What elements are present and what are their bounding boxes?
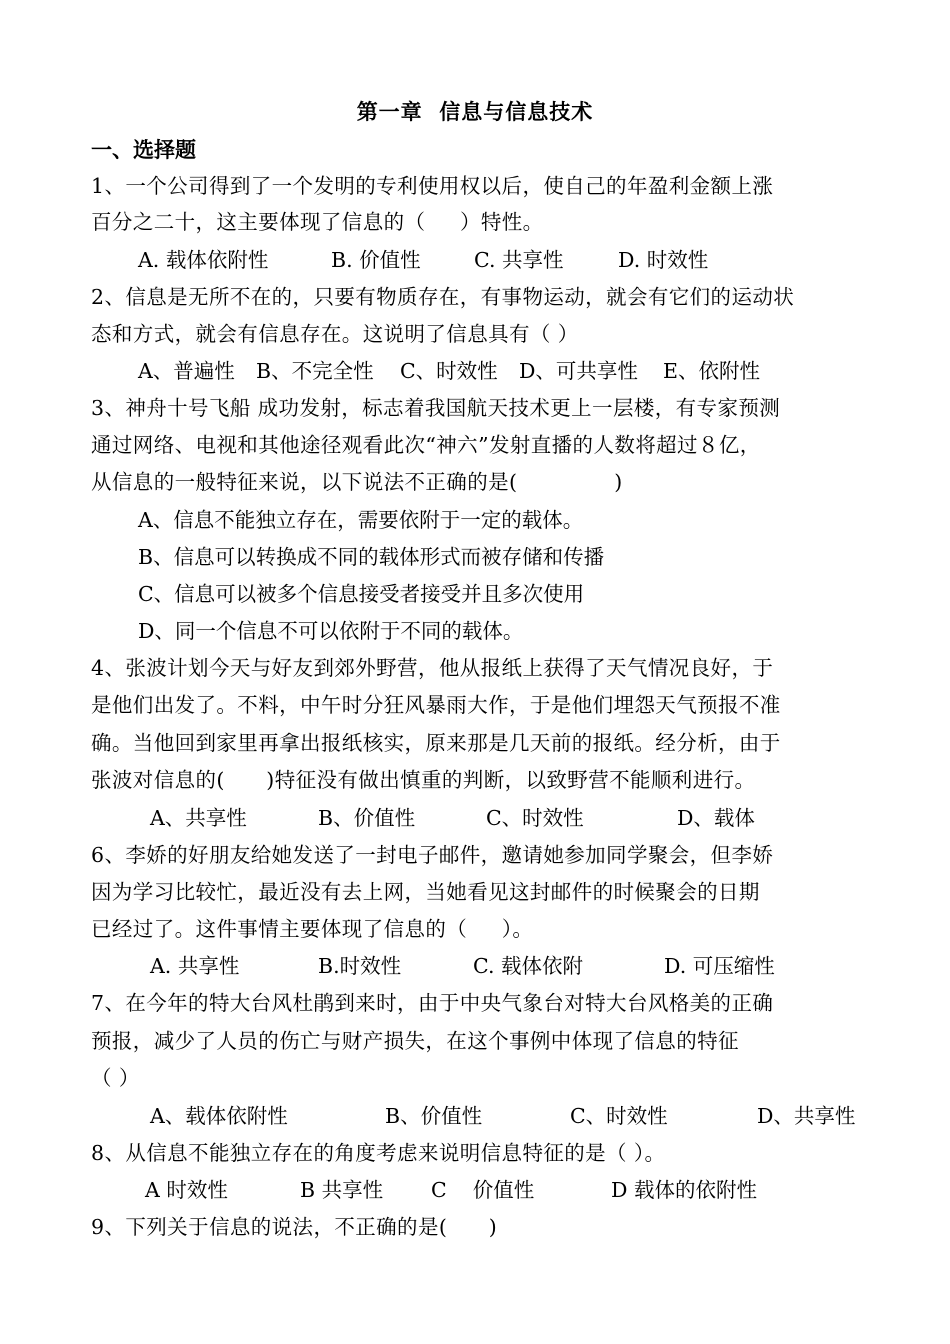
q2-option-e: E、依附性 bbox=[663, 359, 760, 383]
q1-line-1: 1、一个公司得到了一个发明的专利使用权以后，使自己的年盈利金额上涨 bbox=[91, 174, 774, 198]
q2-option-d: D、可共享性 bbox=[519, 359, 638, 383]
q8-option-b: B 共享性 bbox=[300, 1178, 384, 1202]
q6-option-b: B.时效性 bbox=[318, 954, 402, 978]
q3-option-a: A、信息不能独立存在，需要依附于一定的载体。 bbox=[138, 508, 584, 532]
q4-option-c: C、时效性 bbox=[486, 806, 584, 830]
q4-line-3: 确。当他回到家里再拿出报纸核实，原来那是几天前的报纸。经分析，由于 bbox=[91, 731, 781, 755]
q2-option-a: A、普遍性 bbox=[138, 359, 235, 383]
q6-line-3: 已经过了。这件事情主要体现了信息的（ ）。 bbox=[91, 917, 534, 941]
q1-option-b: B. 价值性 bbox=[331, 248, 421, 272]
chapter-title: 第一章 信息与信息技术 bbox=[356, 100, 594, 124]
section-heading: 一、选择题 bbox=[91, 138, 196, 162]
q8-line-1: 8、从信息不能独立存在的角度考虑来说明信息特征的是（ ）。 bbox=[91, 1141, 666, 1165]
q3-option-b: B、信息可以转换成不同的载体形式而被存储和传播 bbox=[138, 545, 605, 569]
q8-option-c: C 价值性 bbox=[431, 1178, 535, 1202]
q2-line-2: 态和方式，就会有信息存在。这说明了信息具有（ ） bbox=[91, 322, 579, 346]
q6-line-1: 6、李娇的好朋友给她发送了一封电子邮件，邀请她参加同学聚会，但李娇 bbox=[91, 843, 774, 867]
q1-option-a: A. 载体依附性 bbox=[138, 248, 269, 272]
q4-option-a: A、共享性 bbox=[150, 806, 247, 830]
q1-line-2: 百分之二十，这主要体现了信息的（ ）特性。 bbox=[91, 210, 544, 234]
q4-option-d: D、载体 bbox=[677, 806, 755, 830]
q9-line-1: 9、下列关于信息的说法，不正确的是( ) bbox=[91, 1215, 498, 1239]
q7-line-1: 7、在今年的特大台风杜鹃到来时，由于中央气象台对特大台风格美的正确 bbox=[91, 991, 774, 1015]
q7-option-b: B、价值性 bbox=[385, 1104, 483, 1128]
q2-line-1: 2、信息是无所不在的，只要有物质存在，有事物运动，就会有它们的运动状 bbox=[91, 285, 795, 309]
q7-line-3: （ ） bbox=[91, 1066, 140, 1090]
q2-option-b: B、不完全性 bbox=[256, 359, 374, 383]
q7-option-d: D、共享性 bbox=[757, 1104, 856, 1128]
q6-option-c: C. 载体依附 bbox=[473, 954, 583, 978]
q3-option-d: D、同一个信息不可以依附于不同的载体。 bbox=[138, 619, 524, 643]
q4-line-2: 是他们出发了。不料，中午时分狂风暴雨大作，于是他们埋怨天气预报不准 bbox=[91, 693, 781, 717]
q4-line-4: 张波对信息的( )特征没有做出慎重的判断，以致野营不能顺利进行。 bbox=[91, 768, 756, 792]
q3-line-1: 3、神舟十号飞船 成功发射，标志着我国航天技术更上一层楼，有专家预测 bbox=[91, 396, 781, 420]
q6-option-d: D. 可压缩性 bbox=[664, 954, 775, 978]
q4-option-b: B、价值性 bbox=[318, 806, 416, 830]
q7-option-c: C、时效性 bbox=[570, 1104, 668, 1128]
q3-line-2: 通过网络、电视和其他途径观看此次“神六”发射直播的人数将超过８亿， bbox=[91, 433, 761, 457]
q1-option-c: C. 共享性 bbox=[474, 248, 564, 272]
q7-line-2: 预报，减少了人员的伤亡与财产损失，在这个事例中体现了信息的特征 bbox=[91, 1029, 739, 1053]
q7-option-a: A、载体依附性 bbox=[150, 1104, 288, 1128]
q3-line-3: 从信息的一般特征来说，以下说法不正确的是( ) bbox=[91, 470, 623, 494]
q8-option-d: D 载体的依附性 bbox=[611, 1178, 757, 1202]
q1-option-d: D. 时效性 bbox=[618, 248, 709, 272]
q2-option-c: C、时效性 bbox=[400, 359, 498, 383]
q6-option-a: A. 共享性 bbox=[150, 954, 240, 978]
q3-option-c: C、信息可以被多个信息接受者接受并且多次使用 bbox=[138, 582, 585, 606]
q4-line-1: 4、张波计划今天与好友到郊外野营，他从报纸上获得了天气情况良好，于 bbox=[91, 656, 774, 680]
q8-option-a: A 时效性 bbox=[145, 1178, 228, 1202]
q6-line-2: 因为学习比较忙，最近没有去上网，当她看见这封邮件的时候聚会的日期 bbox=[91, 880, 760, 904]
